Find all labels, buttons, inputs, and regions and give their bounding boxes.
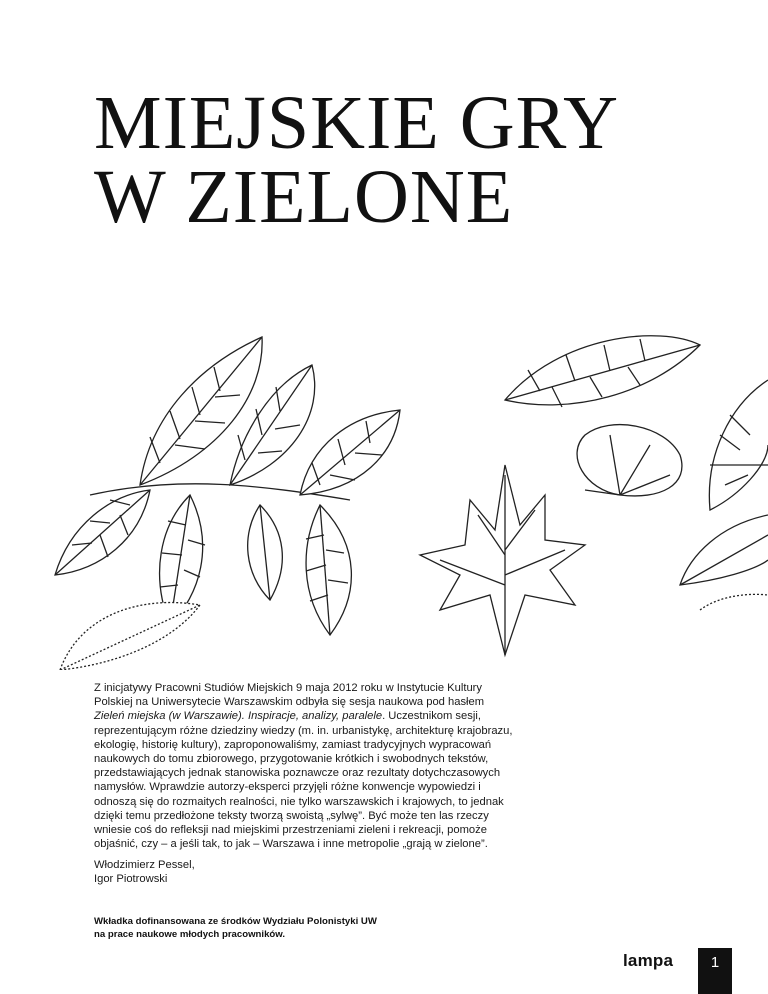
leaf-illustration: [0, 325, 768, 670]
leaf-small-bottom: [248, 505, 283, 600]
funding-line-2: na prace naukowe młodych pracowników.: [94, 929, 286, 940]
author-2: Igor Piotrowski: [94, 873, 168, 886]
author-1: Włodzimierz Pessel,: [94, 859, 195, 871]
leaf-maple: [420, 465, 585, 655]
leaf-bottom-mid: [700, 594, 768, 610]
leaf-bottom-left: [60, 603, 200, 670]
page-title: [94, 81, 620, 239]
intro-text-2: . Uczestnikom sesji, reprezentującym różne dziedziny wiedzy (m. in. urbanistykę, architekturę krajobrazu, ekologię, historię kultury), zaproponowaliśmy, zamiast tradycyjnych wypracowań naukowych do tomu zbiorowego, przygotowanie krótkich i swobodnych tekstów, przedstawiających jednak stanowiska poznawcze oraz rezultaty dotychczasowych namysłów. Wprawdzie autorzy-eksperci przyjęli różne konwencje wypowiedzi i odnoszą się do rozmaitych realności, nie tylko warszawskich i krajowych, to jednak dzięki temu przedłożone teksty tworzą swoistą „sylwę”. Być może ten las rzeczy wniesie coś do refleksji nad miejskimi przestrzeniami zieleni i rekreacji, pomoże objaśnić, czy – a jeśli tak, to jak – Warszawa i inne metropolie „grają w zielone”.: [94, 710, 513, 851]
authors: [94, 858, 195, 886]
leaf-right-low: [306, 505, 351, 635]
funding-note: [94, 915, 377, 941]
funding-line-1: Wkładka dofinansowana ze środków Wydziału Polonistyki UW: [94, 916, 377, 927]
leaf-cluster-right: [300, 410, 400, 495]
page-number: 1: [698, 948, 732, 994]
lampa-logo: lampa: [623, 951, 674, 970]
leaf-round: [577, 425, 682, 496]
title-line-1: MIEJSKIE GRY: [94, 81, 620, 165]
intro-text-1: Z inicjatywy Pracowni Studiów Miejskich 9 maja 2012 roku w Instytucie Kultury Polskiej na Uniwersytecie Warszawskim odbyła się sesja naukowa pod hasłem: [94, 682, 485, 709]
leaf-oval-top: [505, 336, 700, 407]
intro-paragraph: [94, 681, 514, 851]
leaf-left-low: [55, 490, 150, 575]
leaf-right-edge: [680, 380, 768, 585]
title-line-2: W ZIELONE: [94, 155, 514, 239]
intro-italic-title: Zieleń miejska (w Warszawie). Inspiracje, analizy, paralele: [94, 710, 383, 723]
